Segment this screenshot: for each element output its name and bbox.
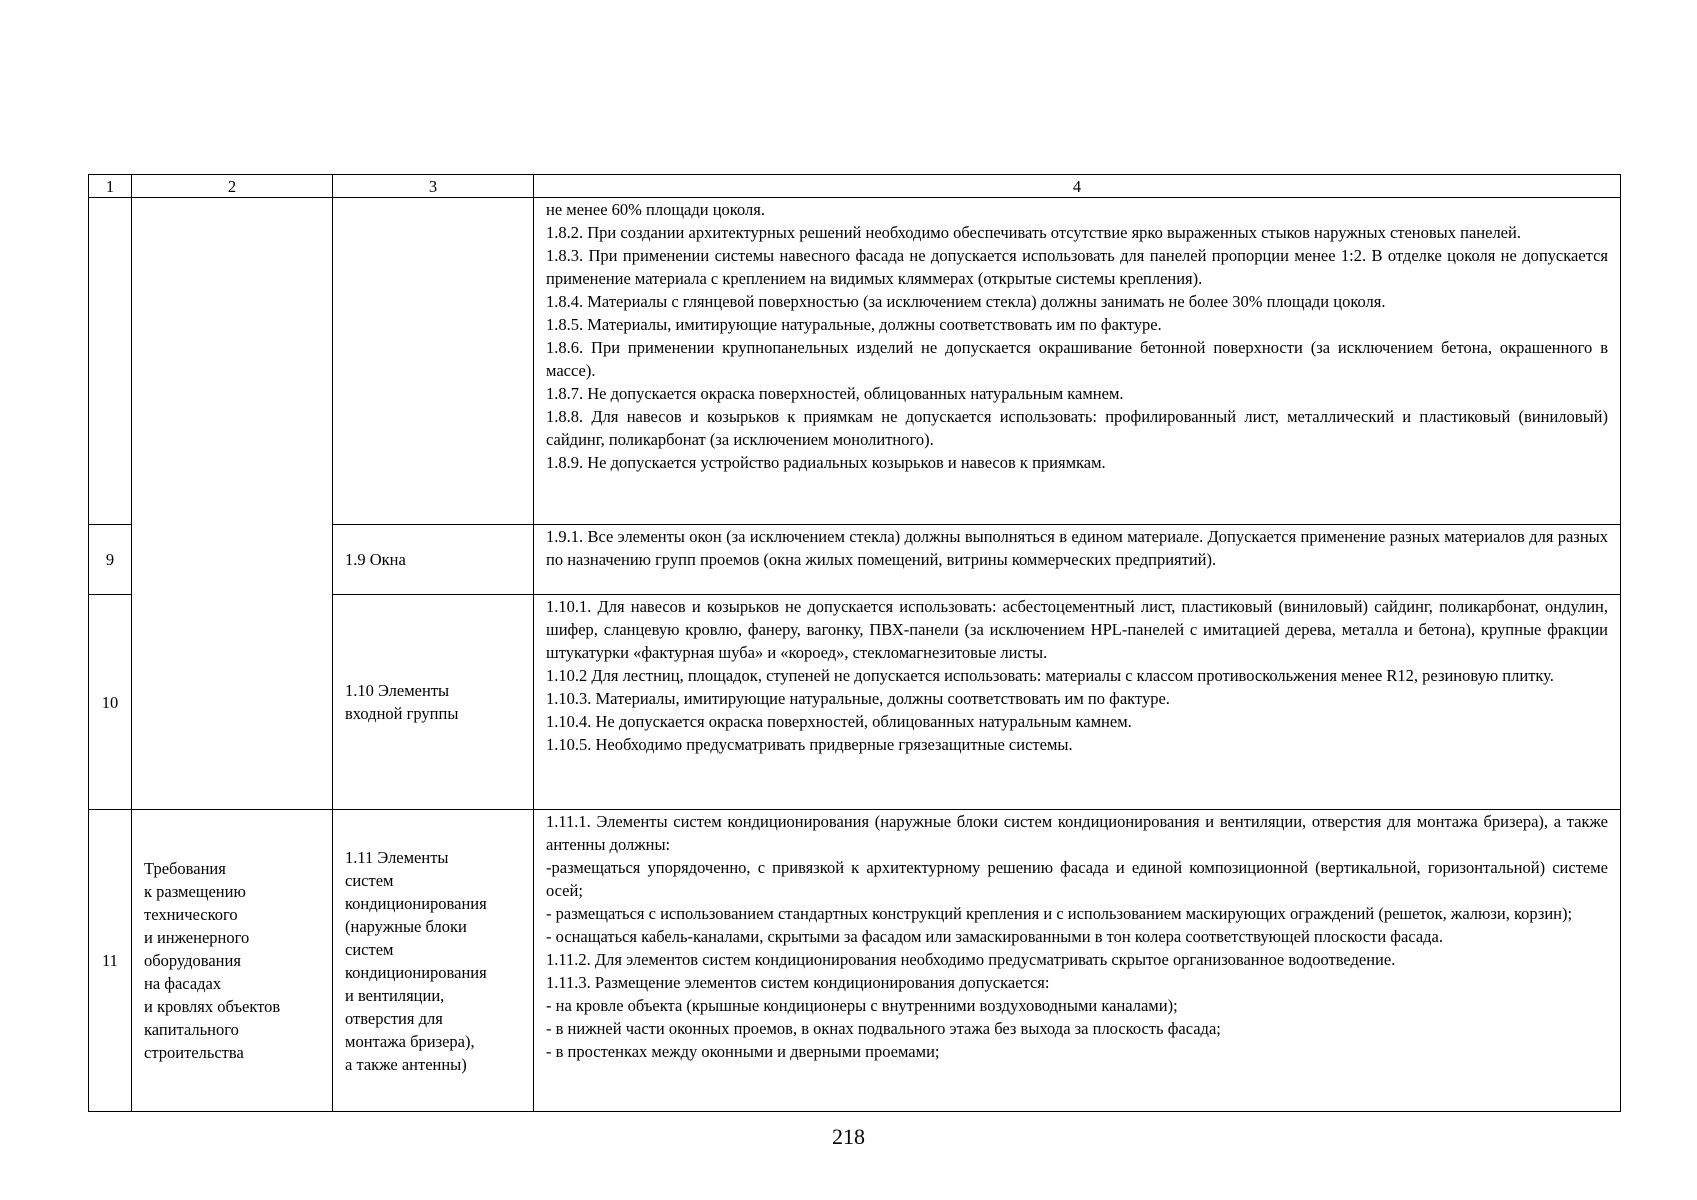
element-name-line: 1.11 Элементы <box>345 847 449 867</box>
group-name-line: оборудования <box>144 951 241 970</box>
table-header-row <box>89 175 1621 198</box>
group-name-line: строительства <box>144 1043 244 1062</box>
element-name-line: систем <box>345 870 394 890</box>
element-name-line: и вентиляции, <box>345 985 445 1005</box>
requirement-paragraph: - на кровле объекта (крышные кондиционеры с внутренними воздуховодными каналами); <box>546 996 1178 1015</box>
element-name-line: входной группы <box>345 704 459 723</box>
row-number-cell: 11 <box>89 810 132 1112</box>
element-name-line: кондиционирования <box>345 893 487 913</box>
requirement-paragraph: - в простенках между оконными и дверными проемами; <box>546 1042 940 1061</box>
requirement-paragraph: 1.10.5. Необходимо предусматривать придверные грязезащитные системы. <box>546 735 1073 754</box>
requirement-text-cell <box>534 525 1621 595</box>
group-name-line: капитального <box>144 1020 239 1039</box>
row-number-cell: 9 <box>89 525 132 595</box>
table-row <box>89 198 1621 525</box>
element-name-line: кондиционирования <box>345 962 487 982</box>
group-name-line: и инженерного <box>144 928 250 947</box>
row-number-cell: 10 <box>89 595 132 810</box>
group-name-line: Требования <box>144 859 226 878</box>
element-name-line: отверстия для <box>345 1008 443 1028</box>
element-name-cell <box>333 595 534 810</box>
element-name-cell <box>333 525 534 595</box>
header-cell-1: 1 <box>89 175 132 198</box>
requirement-group-cell <box>132 810 333 1112</box>
requirement-text-cell <box>534 595 1621 810</box>
requirement-paragraph: 1.10.2 Для лестниц, площадок, ступеней не допускается использовать: материалы с классом противоскольжения менее R12, резиновую плитку. <box>546 666 1554 685</box>
requirement-paragraph: - размещаться с использованием стандартных конструкций крепления и с использованием маскирующих ограждений (решеток, жалюзи, корзин); <box>546 904 1573 923</box>
requirement-paragraph: не менее 60% площади цоколя. <box>546 200 765 219</box>
requirement-paragraph: 1.8.9. Не допускается устройство радиальных козырьков и навесов к приямкам. <box>546 453 1106 472</box>
element-name-line: 1.9 Окна <box>345 550 406 569</box>
page-number: 218 <box>832 1124 865 1149</box>
requirement-paragraph: 1.8.7. Не допускается окраска поверхностей, облицованных натуральным камнем. <box>546 384 1124 403</box>
element-name-line: (наружные блоки <box>345 916 467 936</box>
requirement-paragraph: 1.8.8. Для навесов и козырьков к приямкам не допускается использовать: профилированный лист, металлический и пластиковый (виниловый) сайдинг, поликарбонат (за исключением монолитного). <box>546 407 1608 449</box>
group-name-line: технического <box>144 905 238 924</box>
requirement-paragraph: 1.8.4. Материалы с глянцевой поверхностью (за исключением стекла) должны занимать не более 30% площади цоколя. <box>546 292 1386 311</box>
element-name-line: систем <box>345 939 394 959</box>
requirement-paragraph: 1.8.5. Материалы, имитирующие натуральные, должны соответствовать им по фактуре. <box>546 315 1162 334</box>
requirement-paragraph: 1.8.2. При создании архитектурных решений необходимо обеспечивать отсутствие ярко выраженных стыков наружных стеновых панелей. <box>546 223 1521 242</box>
element-name-cell <box>333 198 534 525</box>
requirement-paragraph: 1.10.1. Для навесов и козырьков не допускается использовать: асбестоцементный лист, пластиковый (виниловый) сайдинг, поликарбонат, ондулин, шифер, сланцевую кровлю, фанеру, вагонку, ПВХ-панели (за исключением HPL-панелей с имитацией дерева, металла и бетона), крупные фракции штукатурки «фактурная шуба» и «короед», стекломагнезитовые листы. <box>546 597 1608 662</box>
requirements-table <box>88 174 1621 1112</box>
requirement-paragraph: - оснащаться кабель-каналами, скрытыми за фасадом или замаскированными в тон колера соответствующей плоскости фасада. <box>546 927 1443 946</box>
requirement-text-cell <box>534 810 1621 1112</box>
requirement-paragraph: 1.9.1. Все элементы окон (за исключением стекла) должны выполняться в едином материале. Допускается применение разных материалов для разных по назначению групп проемов (окна жилых помещений, витрины коммерческих предприятий). <box>546 527 1608 569</box>
requirement-paragraph: 1.8.3. При применении системы навесного фасада не допускается использовать для панелей пропорции менее 1:2. В отделке цоколя не допускается применение материала с креплением на видимых кляммерах (открытые системы крепления). <box>546 246 1608 288</box>
group-name-line: и кровлях объектов <box>144 997 281 1016</box>
group-name-line: к размещению <box>144 882 246 901</box>
requirement-group-cell <box>132 198 333 810</box>
requirement-paragraph: 1.11.3. Размещение элементов систем кондиционирования допускается: <box>546 973 1050 992</box>
requirement-paragraph: 1.10.3. Материалы, имитирующие натуральные, должны соответствовать им по фактуре. <box>546 689 1170 708</box>
header-cell-3: 3 <box>333 175 534 198</box>
group-name-line: на фасадах <box>144 974 222 993</box>
requirement-paragraph: 1.10.4. Не допускается окраска поверхностей, облицованных натуральным камнем. <box>546 712 1132 731</box>
requirement-paragraph: 1.11.1. Элементы систем кондиционирования (наружные блоки систем кондиционирования и вентиляции, отверстия для монтажа бризера), а также антенны должны: <box>546 812 1608 854</box>
element-name-cell <box>333 810 534 1112</box>
requirement-paragraph: - в нижней части оконных проемов, в окнах подвального этажа без выхода за плоскость фасада; <box>546 1019 1221 1038</box>
requirement-paragraph: 1.8.6. При применении крупнопанельных изделий не допускается окрашивание бетонной поверхности (за исключением бетона, окрашенного в массе). <box>546 338 1608 380</box>
requirement-paragraph: 1.11.2. Для элементов систем кондиционирования необходимо предусматривать скрытое организованное водоотведение. <box>546 950 1396 969</box>
element-name-line: монтажа бризера), <box>345 1031 475 1051</box>
element-name-line: 1.10 Элементы <box>345 681 450 700</box>
header-cell-2: 2 <box>132 175 333 198</box>
table-row <box>89 810 1621 1112</box>
row-number-cell <box>89 198 132 525</box>
element-name-line: а также антенны) <box>345 1054 467 1074</box>
requirement-text-cell <box>534 198 1621 525</box>
requirement-paragraph: -размещаться упорядоченно, с привязкой к архитектурному решению фасада и единой композиционной (вертикальной, горизонтальной) системе осей; <box>546 858 1608 900</box>
header-cell-4: 4 <box>534 175 1621 198</box>
